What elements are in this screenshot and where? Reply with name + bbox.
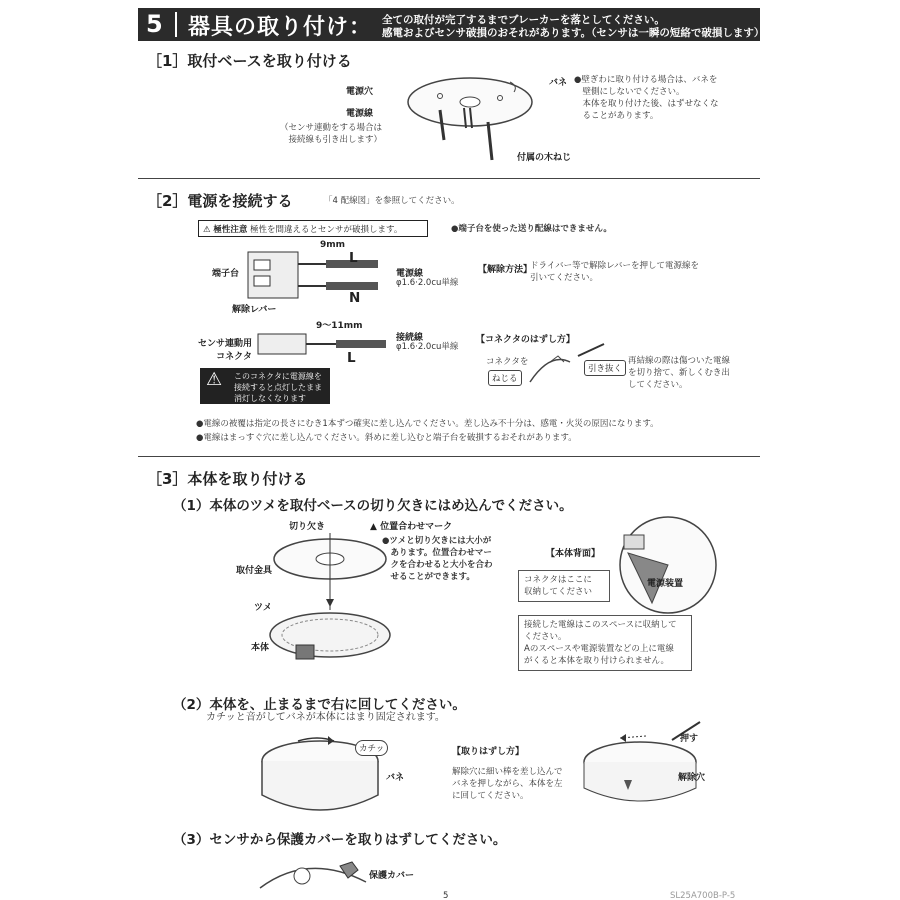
warning-icon: ⚠ — [203, 225, 211, 235]
conn-wire-label: 接続線 — [396, 333, 424, 343]
align-mark-label — [370, 519, 452, 532]
release-method-title: 【解除方法】 — [478, 265, 533, 275]
power-wire-spec: φ1.6·2.0cu単線 — [396, 278, 459, 288]
label-screw: 付属の木ねじ — [517, 153, 572, 163]
push-label: 押す — [680, 734, 699, 744]
section-number: 5 — [146, 10, 163, 38]
section1-note2: 本体を取り付けた後、はずせなくな ることがあります。 — [582, 99, 719, 121]
align-mark-text: 位置合わせマーク — [380, 522, 453, 532]
step2-subtext: カチッと音がしてバネが本体にはまり固定されます。 — [206, 712, 445, 723]
step2-text: （2）本体を、止まるまで右に回してください。 — [173, 697, 466, 713]
section2-title: ［2］電源を接続する — [147, 192, 293, 210]
spring-label: バネ — [386, 773, 405, 783]
twist-label: コネクタを — [486, 357, 529, 367]
no-daisy-chain-note: ●端子台を使った送り配線はできません。 — [451, 224, 612, 234]
label-sensor-note: （センサ連動をする場合は 接続線も引き出します） — [279, 123, 382, 145]
caution-label: 極性注意 — [213, 225, 248, 235]
terminal-block-illustration — [248, 248, 388, 308]
section-title: 器具の取り付け： — [188, 15, 373, 40]
connector-label: センサ連動用 コネクタ — [197, 339, 252, 362]
caution-text: 極性を間違えるとセンサが破損します。 — [250, 225, 403, 235]
wire-N-label: N — [349, 290, 361, 306]
wire-storage-note: 接続した電線はこのスペースに収納して ください。 Aのスペースや電源装置などの上に電線 がくると本体を取り付けられません。 — [518, 615, 692, 671]
section-header — [138, 8, 765, 41]
document-code: SL25A700B-P-5 — [670, 891, 736, 900]
polarity-caution-box — [198, 220, 428, 237]
section2-ref: 「4 配線図」を参照してください。 — [324, 196, 460, 206]
release-hole-label: 解除穴 — [678, 773, 706, 783]
triangle-mark-icon: ▲ — [370, 522, 377, 532]
label-power-hole: 電源穴 — [346, 87, 374, 97]
bullet-strip-length: ●電線の被覆は指定の長さにむき1本ずつ確実に差し込んでください。差し込み不十分は、感電・火災の原因になります。 — [196, 419, 659, 429]
step3-text: （3）センサから保護カバーを取りはずしてください。 — [173, 832, 507, 848]
header-note-line1: 全ての取付が完了するまでブレーカーを落としてください。 — [382, 14, 665, 26]
click-sound-tag: カチッ — [355, 740, 388, 756]
connector-illustration — [258, 332, 388, 356]
reconnect-note: 再結線の際は傷ついた電線 を切り捨て、新しくむき出 してください。 — [628, 356, 731, 390]
protective-cover-label: 保護カバー — [369, 871, 415, 881]
conn-wire-spec: φ1.6·2.0cu単線 — [396, 342, 459, 352]
header-divider — [175, 12, 177, 37]
tab-label: ツメ — [254, 603, 272, 613]
page-number: 5 — [443, 891, 449, 900]
release-method-text: ドライバー等で解除レバーを押して電源線を 引いてください。 — [530, 261, 699, 283]
removal-text: 解除穴に細い棒を差し込んで バネを押しながら、本体を左 に回してください。 — [452, 767, 563, 801]
cover-removal-illustration — [258, 852, 368, 892]
pull-tag: 引き抜く — [584, 360, 626, 376]
body-label: 本体 — [251, 643, 270, 653]
bracket-label: 取付金具 — [236, 566, 273, 576]
header-note-line2: 感電およびセンサ破損のおそれがあります。（センサは一瞬の短絡で破損します） — [382, 27, 765, 39]
twist-tag: ねじる — [488, 370, 522, 386]
power-wire-label: 電源線 — [396, 269, 424, 279]
body-back-illustration — [608, 515, 718, 615]
warning-icon: ⚠ — [206, 369, 223, 390]
bullet-straight-insert: ●電線はまっすぐ穴に差し込んでください。斜めに差し込むと端子台を破損するおそれがあります。 — [196, 433, 577, 443]
body-mount-illustration — [258, 525, 398, 685]
divider-1 — [138, 178, 760, 179]
conn-L-label: L — [347, 350, 356, 366]
back-view-title: 【本体背面】 — [546, 549, 601, 559]
align-note: ●ツメと切り欠きには大小が あります。位置合わせマー クを合わせると大小を合わ せることができます。 — [382, 536, 493, 582]
connector-storage-note: コネクタはここに 収納してください — [518, 570, 610, 602]
label-power-wire: 電源線 — [346, 109, 374, 119]
removal-title: 【取りはずし方】 — [452, 747, 525, 757]
section1-note1: ●壁ぎわに取り付ける場合は、バネを 壁側にしないでください。 — [574, 75, 718, 97]
section1-title: ［1］取付ベースを取り付ける — [147, 52, 352, 70]
terminal-label: 端子台 — [212, 269, 240, 279]
strip-length-2: 9～11mm — [316, 321, 363, 331]
connector-warning-box — [200, 368, 330, 404]
step1-text: （1）本体のツメを取付ベースの切り欠きにはめ込んでください。 — [173, 498, 573, 514]
connector-warning-text: このコネクタに電源線を 接続すると点灯したまま 消灯しなくなります — [234, 372, 322, 403]
wire-L-label: L — [349, 250, 358, 266]
strip-length-1: 9mm — [320, 240, 346, 250]
connector-remove-title: 【コネクタのはずし方】 — [476, 335, 575, 345]
divider-2 — [138, 456, 760, 457]
notch-label: 切り欠き — [289, 522, 326, 532]
release-lever-label: 解除レバー — [232, 305, 277, 315]
label-spring: バネ — [549, 78, 568, 88]
section3-title: ［3］本体を取り付ける — [147, 470, 308, 488]
power-unit-label: 電源装置 — [647, 579, 684, 589]
